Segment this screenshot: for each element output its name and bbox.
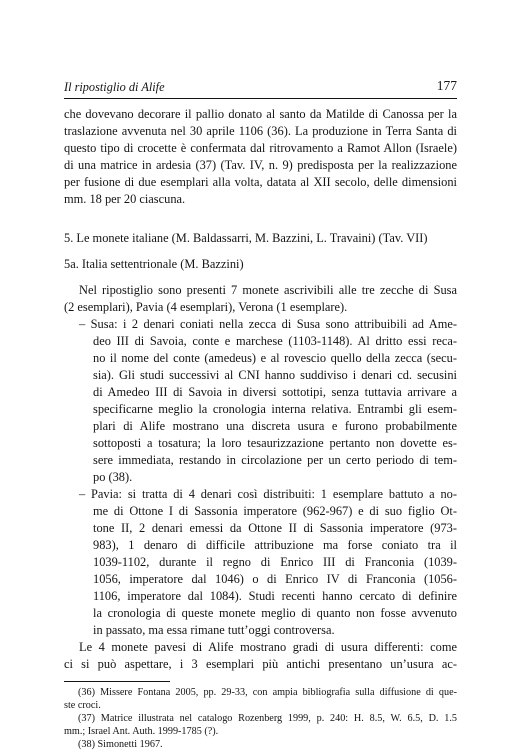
para1-line: per fusione di due esemplari alla volta, datata al XII secolo, delle dimensioni bbox=[64, 175, 457, 189]
susa-line: – Susa: i 2 denari coniati nella zecca di Susa sono attribuibili ad Ame- bbox=[79, 317, 457, 331]
susa-line: plari di Alife mostrano una discreta usura e furono probabilmente bbox=[93, 419, 457, 433]
susa-line: deo III di Savoia, conte e marchese (1103-1148). Al dritto essi reca- bbox=[93, 334, 457, 348]
para1-line: traslazione avvenuta nel 30 aprile 1106 (36). La produzione in Terra Santa di bbox=[64, 124, 457, 138]
para3-line: ci si può aspettare, i 3 esemplari più antichi presentano un’usura ac- bbox=[64, 657, 457, 671]
pavia-line: 983), 1 denaro di difficile attribuzione ma forse coniato tra il bbox=[93, 538, 457, 552]
para1-line: di una matrice in ardesia (37) (Tav. IV, n. 9) predisposta per la realizzazione bbox=[64, 158, 457, 172]
pavia-line: – Pavia: si tratta di 4 denari così distribuiti: 1 esemplare battuto a no- bbox=[79, 487, 457, 501]
footnote-36: (36) Missere Fontana 2005, pp. 29-33, con ampia bibliografia sulla diffusione di que- bbox=[78, 687, 457, 698]
pavia-line: 1039-1102, durante il regno di Enrico III di Franconia (1039- bbox=[93, 555, 457, 569]
footnote-38: (38) Simonetti 1967. bbox=[78, 739, 163, 750]
pavia-line: 1106, imperatore dal 1084). Studi recenti hanno cercato di definire bbox=[93, 589, 457, 603]
pavia-line: tone II, 2 denari emessi da Ottone II di Sassonia imperatore (973- bbox=[93, 521, 457, 535]
header-rule bbox=[64, 98, 457, 99]
para2-line: (2 esemplari), Pavia (4 esemplari), Verona (1 esemplare). bbox=[64, 300, 348, 314]
footnote-rule bbox=[64, 681, 170, 682]
pavia-line: in passato, ma essa rimane tutt’oggi controversa. bbox=[93, 623, 335, 637]
susa-line: sere immediata, restando in circolazione per un certo periodo di tem- bbox=[93, 453, 457, 467]
section-heading-5: 5. Le monete italiane (M. Baldassarri, M. Bazzini, L. Travaini) (Tav. VII) bbox=[64, 231, 428, 245]
para3-line: Le 4 monete pavesi di Alife mostrano gradi di usura differenti: come bbox=[79, 640, 457, 654]
susa-line: sottoposti a tosatura; la loro tesaurizzazione pertanto non dovette es- bbox=[93, 436, 457, 450]
pavia-line: me di Ottone I di Sassonia imperatore (962-967) e di suo figlio Ot- bbox=[93, 504, 457, 518]
footnote-37: (37) Matrice illustrata nel catalogo Rozenberg 1999, p. 240: H. 8.5, W. 6.5, D. 1.5 bbox=[78, 713, 457, 724]
running-title: Il ripostiglio di Alife bbox=[64, 80, 165, 94]
section-heading-5a: 5a. Italia settentrionale (M. Bazzini) bbox=[64, 257, 244, 271]
para1-line: questo tipo di crocette è confermata dal ritrovamento a Ramot Allon (Israele) bbox=[64, 141, 457, 155]
page-number: 177 bbox=[436, 78, 457, 93]
footnote-36-cont: ste croci. bbox=[64, 700, 101, 711]
para1-line: che dovevano decorare il pallio donato al santo da Matilde di Canossa per la bbox=[64, 107, 457, 121]
susa-line: po (38). bbox=[93, 470, 133, 484]
para2-line: Nel ripostiglio sono presenti 7 monete ascrivibili alle tre zecche di Susa bbox=[79, 283, 457, 297]
pavia-line: 1056, imperatore dal 1046) o di Enrico IV di Franconia (1056- bbox=[93, 572, 457, 586]
susa-line: specificarne meglio la cronologia interna relativa. Entrambi gli esem- bbox=[93, 402, 457, 416]
susa-line: sia). Gli studi successivi al CNI hanno suddiviso i denari cd. secusini bbox=[93, 368, 457, 382]
para1-line: mm. 18 per 20 ciascuna. bbox=[64, 192, 186, 206]
susa-line: no il nome del conte (amedeus) e al rovescio quello della zecca (secu- bbox=[93, 351, 457, 365]
susa-line: di Amedeo III di Savoia in diversi sottotipi, senza tuttavia arrivare a bbox=[93, 385, 457, 399]
pavia-line: la cronologia di queste monete meglio di quanto non fosse avvenuto bbox=[93, 606, 457, 620]
footnote-37-cont: mm.; Israel Ant. Auth. 1999-1785 (?). bbox=[64, 726, 219, 737]
